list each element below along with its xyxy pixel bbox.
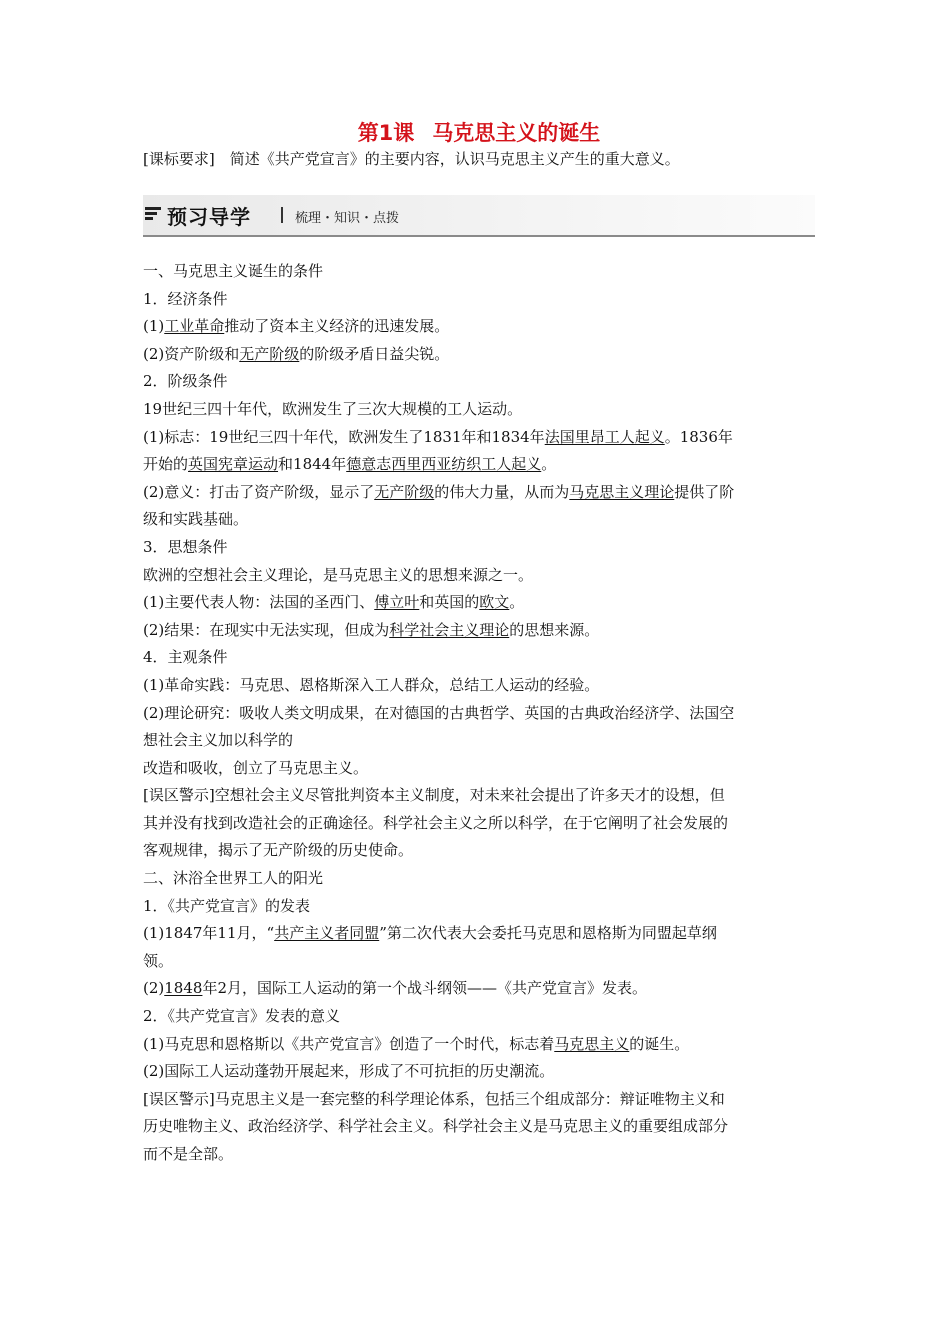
text-line: [143, 506, 815, 534]
text-line: [143, 810, 815, 838]
text-segment: 4．主观条件: [143, 648, 228, 667]
text-segment: 想社会主义加以科学的: [143, 731, 294, 750]
underlined-answer: 共产主义者同盟: [274, 924, 380, 943]
text-segment: 19世纪三四十年代，欧洲发生了三次大规模的工人运动。: [143, 399, 523, 418]
underlined-answer: 马克思主义理论: [569, 482, 675, 501]
text-line: [143, 396, 815, 424]
text-line: [143, 534, 815, 562]
text-segment: [误区警示]马克思主义是一套完整的科学理论体系，包括三个组成部分：辩证唯物主义和: [143, 1089, 725, 1108]
text-segment: 领。: [143, 951, 174, 970]
text-segment: [误区警示]空想社会主义尽管批判资本主义制度，对未来社会提出了许多天才的设想，但: [143, 786, 725, 805]
text-line: [143, 479, 815, 507]
text-line: [143, 286, 815, 314]
underlined-answer: 无产阶级: [374, 482, 435, 501]
text-segment: (1)马克思和恩格斯以《共产党宣言》创造了一个时代，标志着: [143, 1034, 555, 1053]
text-segment: 而不是全部。: [143, 1145, 234, 1163]
text-line: [143, 755, 815, 783]
text-segment: (2)理论研究：吸收人类文明成果，在对德国的古典哲学、英国的古典政治经济学、法国空: [143, 703, 735, 722]
text-segment: ”第二次代表大会委托马克思和恩格斯为同盟起草纲: [379, 924, 717, 943]
text-line: [143, 1086, 815, 1114]
text-line: [143, 920, 815, 948]
text-segment: 的诞生。: [629, 1034, 690, 1053]
text-segment: 提供了阶: [674, 482, 735, 501]
text-segment: (1)革命实践：马克思、恩格斯深入工人群众，总结工人运动的经验。: [143, 675, 600, 694]
text-segment: 其并没有找到改造社会的正确途径。科学社会主义之所以科学，在于它阐明了社会发展的: [143, 813, 729, 832]
text-segment: 的阶级矛盾日益尖锐。: [299, 344, 450, 363]
text-segment: 历史唯物主义、政治经济学、科学社会主义。科学社会主义是马克思主义的重要组成部分: [143, 1117, 729, 1136]
underlined-answer: 傅立叶: [374, 593, 420, 612]
text-segment: 1．《共产党宣言》的发表: [143, 896, 311, 915]
lesson-title: [143, 118, 815, 148]
text-segment: 和英国的: [419, 593, 480, 612]
text-line: [143, 837, 815, 865]
text-line: [143, 1141, 815, 1169]
text-segment: 一、马克思主义诞生的条件: [143, 262, 324, 280]
banner-title: 预习导学: [167, 205, 251, 229]
underlined-answer: 科学社会主义理论: [389, 620, 510, 639]
underlined-answer: 工业革命: [164, 317, 225, 336]
lesson-number: 第1课: [357, 121, 415, 145]
text-segment: 。: [541, 455, 557, 474]
text-segment: (1): [143, 317, 165, 336]
text-segment: (1)主要代表人物：法国的圣西门、: [143, 593, 375, 612]
text-segment: 和1844年: [278, 455, 347, 474]
text-line: [143, 313, 815, 341]
text-segment: (2)资产阶级和: [143, 344, 240, 363]
underlined-answer: 英国宪章运动: [188, 455, 279, 474]
text-segment: 客观规律，揭示了无产阶级的历史使命。: [143, 841, 414, 860]
text-segment: 3．思想条件: [143, 537, 228, 556]
stripes-icon: [145, 207, 161, 223]
text-segment: 年2月，国际工人运动的第一个战斗纲领——《共产党宣言》发表。: [202, 979, 647, 998]
text-line: [143, 1031, 815, 1059]
text-line: [143, 644, 815, 672]
text-line: [143, 258, 815, 286]
text-segment: 。1836年: [664, 427, 733, 446]
text-segment: 推动了资本主义经济的迅速发展。: [224, 317, 450, 336]
underlined-answer: 欧文: [479, 593, 510, 612]
text-line: [143, 1113, 815, 1141]
underlined-answer: 法国里昂工人起义: [544, 427, 665, 446]
text-segment: (2)国际工人运动蓬勃开展起来，形成了不可抗拒的历史潮流。: [143, 1062, 555, 1081]
body-text: [143, 258, 815, 1169]
text-line: [143, 782, 815, 810]
banner-subtitle: 梳理・知识・点拨: [295, 211, 400, 226]
text-line: [143, 368, 815, 396]
text-segment: 2．《共产党宣言》发表的意义: [143, 1007, 341, 1026]
underlined-answer: 1848: [164, 979, 203, 998]
text-line: [143, 672, 815, 700]
text-line: [143, 893, 815, 921]
text-segment: 改造和吸收，创立了马克思主义。: [143, 758, 369, 777]
text-segment: (2)意义：打击了资产阶级，显示了: [143, 482, 375, 501]
section-banner: [143, 195, 815, 237]
text-segment: 的伟大力量，从而为: [434, 482, 570, 501]
text-line: [143, 562, 815, 590]
banner-divider: [281, 207, 283, 223]
text-segment: 欧洲的空想社会主义理论，是马克思主义的思想来源之一。: [143, 565, 534, 584]
text-line: [143, 975, 815, 1003]
underlined-answer: 德意志西里西亚纺织工人起义: [346, 455, 542, 474]
text-segment: 二、沐浴全世界工人的阳光: [143, 869, 324, 888]
text-line: [143, 424, 815, 452]
text-line: [143, 341, 815, 369]
text-segment: 开始的: [143, 455, 189, 474]
text-line: [143, 865, 815, 893]
text-line: [143, 1058, 815, 1086]
text-line: [143, 700, 815, 728]
text-segment: 级和实践基础。: [143, 510, 249, 529]
text-line: [143, 948, 815, 976]
text-segment: (1)标志：19世纪三四十年代，欧洲发生了1831年和1834年: [143, 427, 545, 446]
text-line: [143, 1003, 815, 1031]
document-page: [143, 118, 815, 1169]
text-segment: 1．经济条件: [143, 289, 228, 308]
text-line: [143, 617, 815, 645]
text-line: [143, 451, 815, 479]
text-segment: 的思想来源。: [509, 620, 600, 639]
underlined-answer: 马克思主义: [554, 1034, 630, 1053]
text-segment: (2)结果：在现实中无法实现，但成为: [143, 620, 390, 639]
text-segment: 2．阶级条件: [143, 372, 228, 391]
curriculum-requirement: [课标要求] 简述《共产党宣言》的主要内容，认识马克思主义产生的重大意义。: [143, 150, 680, 168]
underlined-answer: 无产阶级: [239, 344, 300, 363]
text-segment: (1)1847年11月，“: [143, 924, 275, 943]
text-segment: 。: [509, 593, 525, 612]
text-segment: (2): [143, 979, 165, 998]
text-line: [143, 589, 815, 617]
text-line: [143, 727, 815, 755]
lesson-name: 马克思主义的诞生: [432, 121, 601, 145]
